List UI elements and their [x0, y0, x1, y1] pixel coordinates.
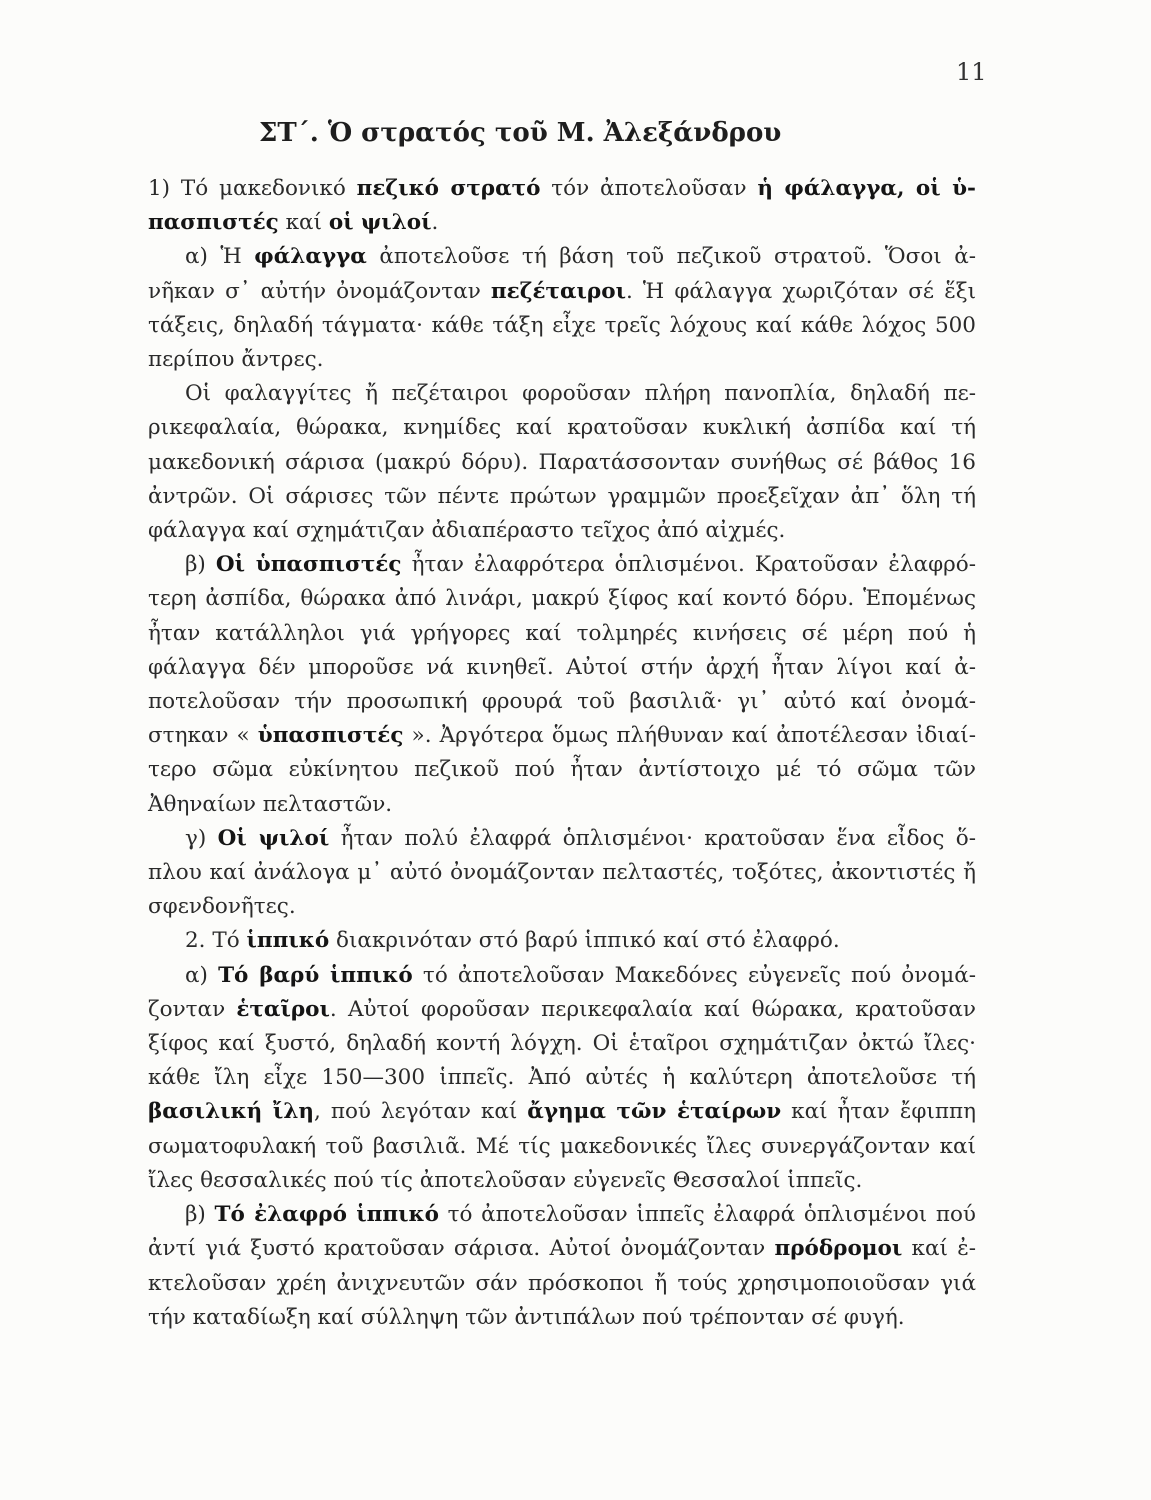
text: ἀποτελοῦσε τή βάση τοῦ πεζικοῦ στρατοῦ. Ὅσοι ἀνῆκαν σ᾽ αὐτήν ὀνομάζονταν — [148, 244, 976, 304]
text: καί ἐκτελοῦσαν χρέη ἀνιχνευτῶν σάν πρόσκοποι ἤ τούς χρησιμοποιοῦσαν γιά τήν καταδίωξη καί σύλληψη τῶν ἀντιπάλων πού τρέπονταν σέ φυγή. — [148, 1236, 976, 1330]
bold-term: ἑταῖροι — [236, 996, 330, 1022]
text: ἦταν πολύ ἐλαφρά ὁπλισμένοι· κρατοῦσαν ἕνα εἶδος ὅπλου καί ἀνάλογα μ᾽ αὐτό ὀνομάζονταν πελταστές, τοξότες, ἀκοντιστές ἤ σφενδονῆτες. — [148, 825, 976, 920]
bold-term: ἡ φάλαγγα, οἱ ὑπασπιστές — [148, 176, 976, 236]
text: , πού λεγόταν καί — [314, 1099, 528, 1125]
bold-term: Τό βαρύ ἱππικό — [218, 962, 413, 988]
text: ἦταν ἐλαφρότερα ὁπλισμένοι. Κρατοῦσαν ἐλαφρότερη ἀσπίδα, θώρακα ἀπό λινάρι, μακρύ ξίφος καί κοντό δόρυ. Ἑπομένως ἦταν κατάλληλοι γιά γρήγορες καί τολμηρές κινήσεις σέ μέρη πού ἡ φάλαγγα δέν μποροῦσε νά κινηθεῖ. Αὐτοί στήν ἀρχή ἦταν λίγοι καί ἀποτελοῦσαν τήν προσωπική φρουρά τοῦ βασιλιᾶ· γι᾽ αὐτό καί ὀνομάστηκαν « — [148, 552, 977, 749]
bold-term: ἱππικό — [246, 928, 330, 954]
bold-term: ὑπασπιστές — [257, 723, 404, 749]
text: β) — [185, 1202, 215, 1228]
bold-term: πεζικό στρατό — [356, 176, 541, 201]
paragraph-heavy-cavalry — [148, 959, 976, 1198]
text: καί — [278, 210, 329, 236]
text: γ) — [185, 825, 218, 851]
paragraph-cavalry — [148, 924, 976, 958]
paragraph-infantry — [148, 172, 976, 240]
text: α) Ἡ — [185, 244, 255, 270]
paragraph-hypaspists — [148, 548, 976, 822]
paragraph-light-cavalry — [148, 1198, 976, 1335]
bold-term: βασιλική ἴλη — [148, 1099, 315, 1125]
page-number: 11 — [956, 58, 987, 86]
bold-term: οἱ ψιλοί — [328, 210, 432, 236]
section-title: ΣΤ΄. Ὁ στρατός τοῦ Μ. Ἀλεξάνδρου — [259, 118, 782, 148]
text: τόν ἀποτελοῦσαν — [540, 176, 758, 201]
text: τό ἀποτελοῦσαν ἱππεῖς ἐλαφρά ὁπλισμένοι πού ἀντί γιά ξυστό κρατοῦσαν σάρισα. Αὐτοί ὀνομάζονταν — [148, 1202, 977, 1262]
paragraph-phalanx — [148, 240, 976, 377]
text: τό ἀποτελοῦσαν Μακεδόνες εὐγενεῖς πού ὀνομάζονταν — [148, 962, 977, 1022]
bold-term: Τό ἐλαφρό ἱππικό — [214, 1202, 439, 1228]
text: 2. Τό — [185, 928, 247, 954]
text: διακρινόταν στό βαρύ ἱππικό καί στό ἐλαφρό. — [329, 928, 840, 954]
bold-term: πρόδρομοι — [774, 1236, 903, 1262]
text: 1) Τό μακεδονικό — [148, 176, 357, 201]
text: Οἱ φαλαγγίτες ἤ πεζέταιροι φοροῦσαν πλήρη πανοπλία, δηλαδή περικεφαλαία, θώρακα, κνημίδες καί κρατοῦσαν κυκλική ἀσπίδα καί τή μακεδονική σάρισα (μακρύ δόρυ). Παρατάσσονταν συνήθως σέ βάθος 16 ἀντρῶν. Οἱ σάρισες τῶν πέντε πρώτων γραμμῶν προεξεῖχαν ἀπ᾽ ὅλη τή φάλαγγα καί σχημάτιζαν ἀδιαπέραστο τεῖχος ἀπό αἰχμές. — [148, 381, 976, 544]
text: α) — [185, 962, 219, 988]
text: καί ἦταν ἔφιππη σωματοφυλακή τοῦ βασιλιᾶ. Μέ τίς μακεδονικές ἴλες συνεργάζονταν καί ἴλες θεσσαλικές πού τίς ἀποτελοῦσαν εὐγενεῖς Θεσσαλοί ἱππεῖς. — [148, 1099, 976, 1193]
bold-term: πεζέταιροι — [490, 278, 626, 304]
bold-term: φάλαγγα — [254, 244, 367, 270]
paragraph-phalangites — [148, 377, 976, 548]
text: . Ἡ φάλαγγα χωριζόταν σέ ἕξι τάξεις, δηλαδή τάγματα· κάθε τάξη εἶχε τρεῖς λόχους καί κάθε λόχος 500 περίπου ἄντρες. — [148, 278, 976, 373]
text: . Αὐτοί φοροῦσαν περικεφαλαία καί θώρακα, κρατοῦσαν ξίφος καί ξυστό, δηλαδή κοντή λόγχη. Οἱ ἑταῖροι σχημάτιζαν ὀκτώ ἴλες· κάθε ἴλη εἶχε 150—300 ἱππεῖς. Ἀπό αὐτές ἡ καλύτερη ἀποτελοῦσε τή — [148, 996, 976, 1091]
bold-term: ἄγημα τῶν ἑταίρων — [527, 1099, 782, 1125]
text: . — [431, 210, 439, 236]
bold-term: Οἱ ψιλοί — [217, 825, 330, 851]
text: ». Ἀργότερα ὅμως πλήθυναν καί ἀποτέλεσαν ἰδιαίτερο σῶμα εὐκίνητου πεζικοῦ πού ἦταν ἀντίστοιχο μέ τό σῶμα τῶν Ἀθηναίων πελταστῶν. — [148, 723, 976, 817]
bold-term: Οἱ ὑπασπιστές — [215, 552, 402, 578]
paragraph-psiloi — [148, 822, 976, 925]
body-text — [148, 172, 976, 1335]
text: β) — [185, 552, 216, 578]
